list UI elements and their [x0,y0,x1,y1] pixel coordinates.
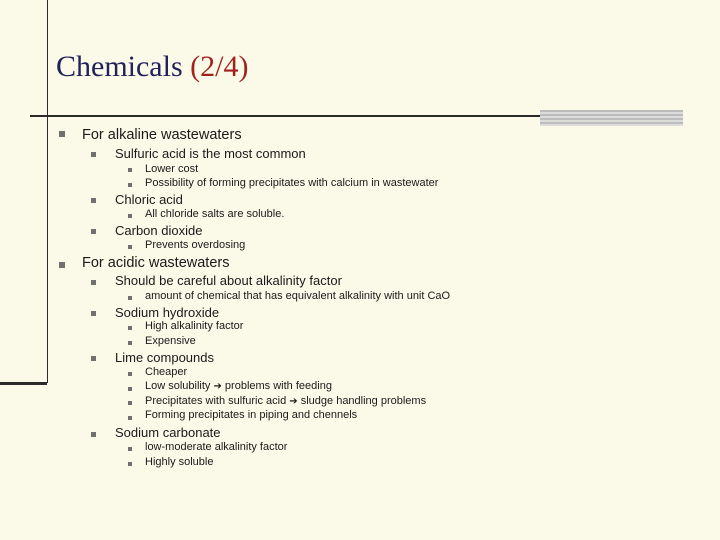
arrow-right-icon: ➔ [213,381,222,392]
bullet-square-icon [91,152,96,157]
bullet-square-icon [91,280,96,285]
bullet-amount: amount of chemical that has equivalent alkalinity with unit CaO [145,290,451,302]
bullet-high-alkalinity: High alkalinity factor [145,320,244,332]
bullet-lower-cost: Lower cost [145,163,199,175]
bullet-square-icon [128,183,132,187]
bullet-square-icon [91,356,96,361]
title-text: Chemicals [56,50,191,83]
low-solubility-text: Low solubility [145,380,214,392]
bullet-square-icon [91,229,96,234]
bullet-square-icon [59,131,65,137]
arrow-right-icon: ➔ [289,396,298,407]
bullet-square-icon [128,372,132,376]
bullet-square-icon [128,326,132,330]
bullet-square-icon [91,311,96,316]
slide-title [56,50,248,84]
bullet-chloric: Chloric acid [115,192,183,207]
bullet-square-icon [128,387,132,391]
bullet-square-icon [128,245,132,249]
bullet-sulfuric: Sulfuric acid is the most common [115,146,306,161]
bullet-carbon-dioxide: Carbon dioxide [115,223,203,238]
sludge-problems-text: sludge handling problems [297,395,427,407]
bullet-square-icon [128,416,132,420]
bullet-square-icon [91,432,96,437]
bullet-square-icon [128,296,132,300]
bullet-highly-soluble: Highly soluble [145,456,214,468]
accent-bar [540,110,683,126]
bullet-low-solubility [145,380,332,392]
bullet-prevents: Prevents overdosing [145,239,246,251]
bullet-sodium-hydroxide: Sodium hydroxide [115,305,220,320]
bullet-low-moderate: low-moderate alkalinity factor [145,441,288,453]
feeding-problems-text: problems with feeding [221,380,332,392]
bullet-square-icon [128,341,132,345]
bullet-square-icon [91,198,96,203]
bullet-forming: Forming precipitates in piping and chennels [145,409,358,421]
left-vertical-rule [47,0,48,383]
bullet-acidic: For acidic wastewaters [82,255,230,271]
bullet-square-icon [59,262,65,268]
bullet-possibility: Possibility of forming precipitates with calcium in wastewater [145,177,439,189]
bullet-expensive: Expensive [145,335,196,347]
bullet-careful: Should be careful about alkalinity factor [115,273,342,288]
bullet-precipitates-sulfuric [145,395,426,407]
bullet-alkaline: For alkaline wastewaters [82,127,242,143]
bullet-lime: Lime compounds [115,350,214,365]
bullet-square-icon [128,168,132,172]
bullet-sodium-carbonate: Sodium carbonate [115,425,221,440]
bullet-square-icon [128,214,132,218]
title-number: (2/4) [190,50,249,83]
bullet-square-icon [128,462,132,466]
precipitates-text: Precipitates with sulfuric acid [145,395,290,407]
bullet-chloride-salts: All chloride salts are soluble. [145,208,285,220]
bullet-cheaper: Cheaper [145,366,188,378]
bullet-square-icon [128,401,132,405]
bullet-square-icon [128,447,132,451]
bottom-left-rule [0,382,47,385]
